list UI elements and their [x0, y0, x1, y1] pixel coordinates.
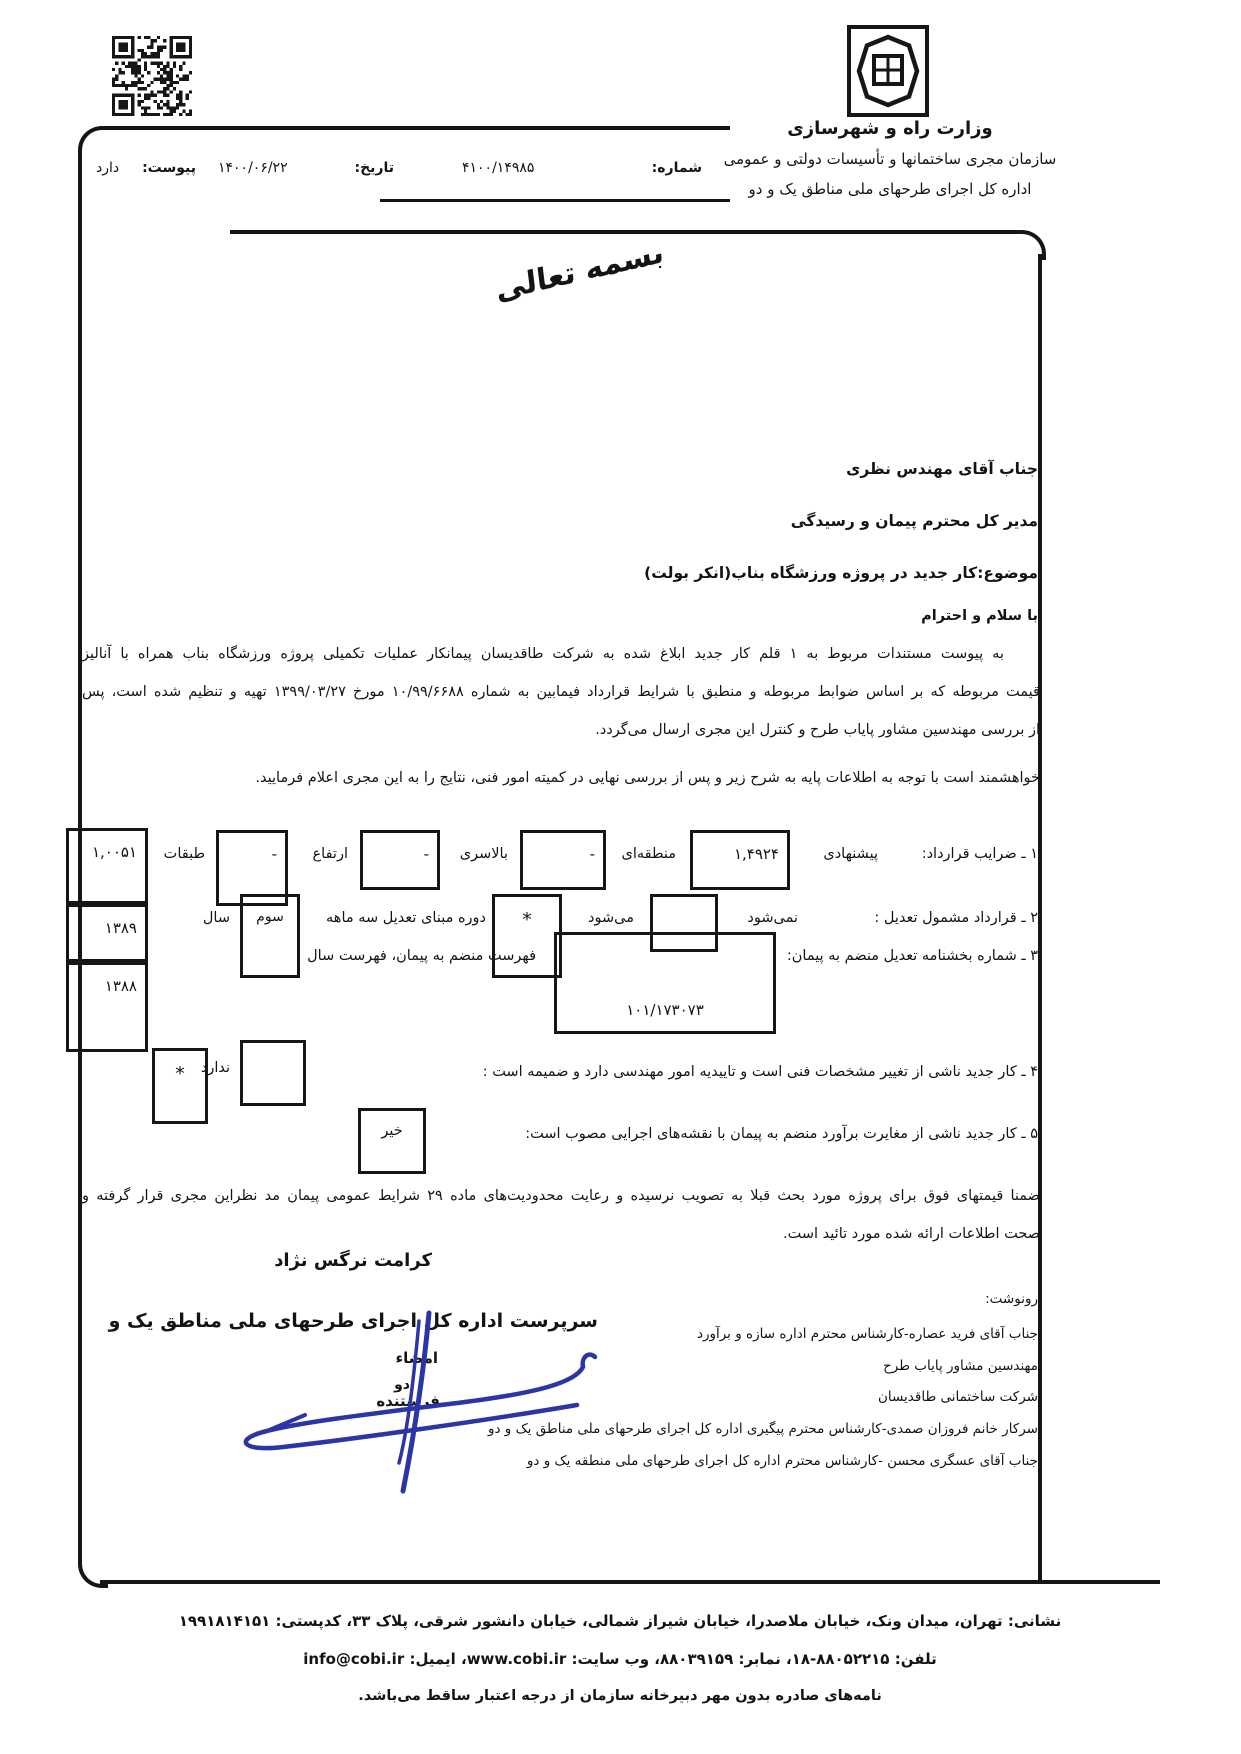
frame-line-top-left [100, 126, 730, 130]
letter-number-label: شماره: [651, 160, 702, 176]
letter-date-value: ۱۴۰۰/۰۶/۲۲ [218, 160, 288, 176]
body-line-2: قیمت مربوطه که بر اساس ضوابط مربوطه و منطبق با شرایط قرارداد فیمابین به شماره ۱۰/۹۹/۶۶۸۸ مورخ ۱۳۹۹/۰۳/۲۷ تهیه و تنظیم شده است، پس [82, 684, 1040, 700]
row1-height-value-box: - [216, 830, 288, 906]
body-request-line: خواهشمند است با توجه به اطلاعات پایه به شرح زیر و پس از بررسی نهایی در کمیته امور فنی، نتایج را به این مجری اعلام فرمایید. [255, 770, 1040, 786]
row2-period-label: دوره مبنای تعدیل سه ماهه [326, 910, 486, 926]
letter-subject: موضوع:کار جدید در پروژه ورزشگاه بناب(انکر بولت) [644, 564, 1038, 582]
frame-line-bottom [100, 1580, 1160, 1584]
cc-label: رونوشت: [985, 1291, 1038, 1307]
body-line-3: از بررسی مهندسین مشاور پایاب طرح و کنترل این مجری ارسال می‌گردد. [595, 722, 1040, 738]
letter-date-label: تاریخ: [354, 160, 394, 176]
row2-year-label: سال [202, 910, 230, 926]
row3-list-label: فهرست منضم به پیمان، فهرست سال [307, 948, 536, 964]
signature-stamp-line1: امضاء [395, 1349, 438, 1367]
row1-overhead-label: بالاسری [459, 846, 508, 862]
row2-period-value-box: سوم [240, 894, 300, 978]
row1-floors-value-box: ۱,۰۰۵۱ [66, 828, 148, 904]
attachment-label: پیوست: [142, 160, 196, 176]
cc-item: سرکار خانم فروزان صمدی-کارشناس محترم پیگیری اداره کل اجرای طرحهای ملی مناطق یک و دو [487, 1421, 1038, 1437]
cc-item: جناب آقای عسگری محسن -کارشناس محترم اداره کل اجرای طرحهای ملی منطقه یک و دو [526, 1453, 1038, 1469]
row2-not-adjusted-label: نمی‌شود [747, 910, 798, 926]
footer-address: نشانی: تهران، میدان ونک، خیابان ملاصدرا، خیابان شیراز شمالی، خیابان دانشور شرقی، پلاک ۳۳، کدپستی: ۱۹۹۱۸۱۴۱۵۱ [178, 1612, 1062, 1630]
signer-title-wrap: دو [394, 1377, 410, 1393]
salutation: با سلام و احترام [921, 608, 1038, 624]
recipient-role: مدیر کل محترم پیمان و رسیدگی [790, 512, 1038, 530]
letter-number-field [462, 160, 702, 176]
row1-proposed-label: پیشنهادی [823, 846, 878, 862]
signature-stamp-line2: فرستنده [376, 1392, 440, 1410]
row2-label: ۲ ـ قرارداد مشمول تعدیل : [874, 910, 1038, 926]
closing-line-2: صحت اطلاعات ارائه شده مورد تائید است. [783, 1226, 1040, 1242]
row4-label: ۴ ـ کار جدید ناشی از تغییر مشخصات فنی است و تاییدیه امور مهندسی دارد و ضمیمه است : [482, 1064, 1038, 1080]
header-separator-line [380, 199, 730, 202]
row2-adjusted-label: می‌شود [588, 910, 634, 926]
cc-item: جناب آقای فرید عصاره-کارشناس محترم اداره سازه و برآورد [696, 1326, 1038, 1342]
row3-circular-number-box: ۱۰۱/۱۷۳۰۷۳ [554, 932, 776, 1034]
signer-name: کرامت نرگس نژاد [274, 1250, 432, 1271]
cc-item: شرکت ساختمانی طاقدیسان [877, 1389, 1038, 1405]
footer-validity-note: نامه‌های صادره بدون مهر دبیرخانه سازمان از درجه اعتبار ساقط می‌باشد. [358, 1688, 882, 1704]
row5-answer-box: خیر [358, 1108, 426, 1174]
letter-number-value: ۴۱۰۰/۱۴۹۸۵ [462, 160, 535, 176]
row1-proposed-value-box: ۱,۴۹۲۴ [690, 830, 790, 890]
frame-line-top-right [230, 230, 1022, 234]
row4-has-box [240, 1040, 306, 1106]
row1-floors-label: طبقات [163, 846, 205, 862]
attachment-field [96, 160, 196, 176]
cc-item: مهندسین مشاور پایاب طرح [883, 1358, 1038, 1374]
ministry-title: وزارت راه و شهرسازی [787, 118, 993, 139]
row4-hasnot-label: ندارد [200, 1060, 230, 1076]
bismillah-calligraphy: بسمه تعالی [494, 234, 666, 309]
closing-line-1: ضمنا قیمتهای فوق برای پروژه مورد بحث قبلا به تصویب نرسیده و رعایت محدودیت‌های ماده ۲۹ شرایط عمومی پیمان مد نظراین مجری قرار گرفته و [82, 1188, 1040, 1204]
recipient-name: جناب آقای مهندس نظری [846, 460, 1038, 478]
row2-adjusted-check-box: * [492, 894, 562, 978]
row5-label: ۵ ـ کار جدید ناشی از مغایرت برآورد منضم به پیمان با نقشه‌های اجرایی مصوب است: [525, 1126, 1038, 1142]
body-line-1: به پیوست مستندات مربوط به ۱ قلم کار جدید ابلاغ شده به شرکت طاقدیسان پیمانکار عملیات تکمیلی پروژه ورزشگاه بناب همراه با آنالیز [82, 646, 1004, 662]
row3-list-year-box: ۱۳۸۸ [66, 962, 148, 1052]
row1-regional-value-box: - [520, 830, 606, 890]
row1-regional-label: منطقه‌ای [621, 846, 676, 862]
frame-border-right [1038, 254, 1042, 1582]
row3-label: ۳ ـ شماره بخشنامه تعدیل منضم به پیمان: [786, 948, 1038, 964]
frame-corner-top-left [78, 126, 108, 156]
organization-title: سازمان مجری ساختمانها و تأسیسات دولتی و عمومی [723, 150, 1057, 168]
letter-date-field [218, 160, 394, 176]
row2-year-value-box: ۱۳۸۹ [66, 904, 148, 962]
attachment-value: دارد [96, 160, 120, 176]
qr-code [112, 36, 192, 116]
row1-label: ۱ ـ ضرایب قرارداد: [921, 846, 1038, 862]
row1-overhead-value-box: - [360, 830, 440, 890]
row1-height-label: ارتفاع [312, 846, 348, 862]
row4-hasnot-check-box: * [152, 1048, 208, 1124]
footer-contact: تلفن: ۸۸۰۵۲۲۱۵-۱۸، نمابر: ۸۸۰۳۹۱۵۹، وب سایت: www.cobi.ir، ایمیل: info@cobi.ir [303, 1650, 937, 1668]
department-title: اداره کل اجرای طرحهای ملی مناطق یک و دو [748, 180, 1032, 198]
organization-logo-icon [846, 24, 930, 118]
signer-title: سرپرست اداره کل اجرای طرحهای ملی مناطق یک و [108, 1310, 598, 1332]
